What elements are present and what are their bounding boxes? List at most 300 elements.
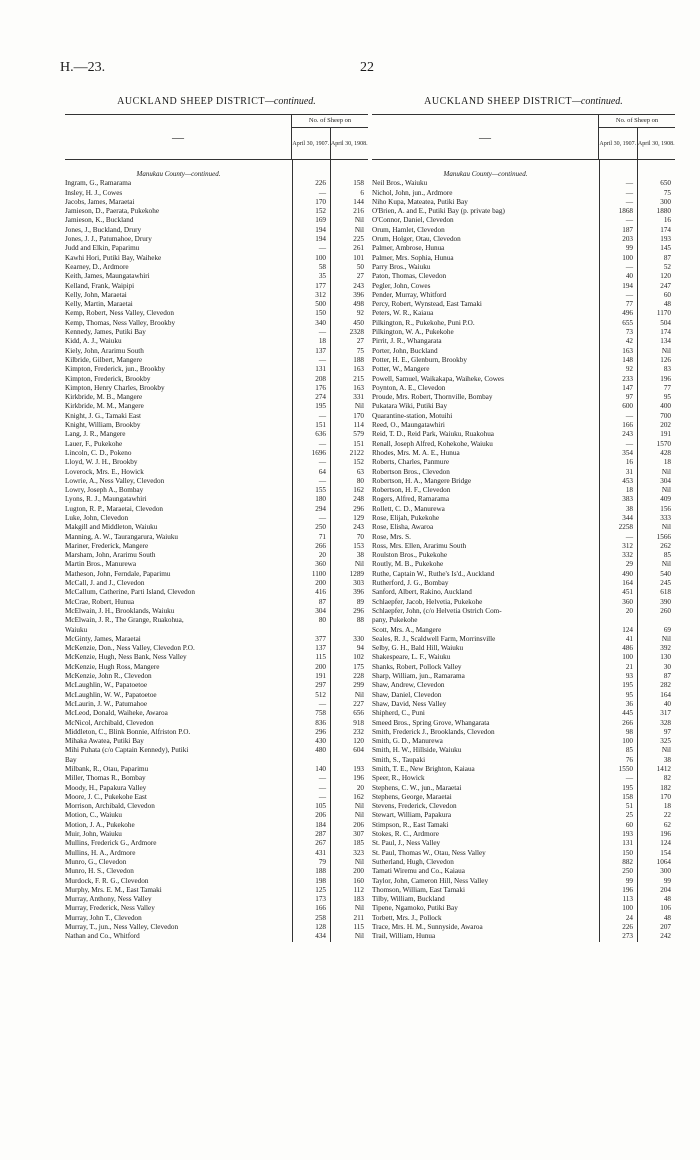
- owner-name: McLaurin, J. W., Patumahoe: [65, 699, 148, 708]
- sheep-1908: 48: [663, 300, 671, 309]
- table-row: [372, 291, 675, 300]
- owner-name: Kiely, John, Ararimu South: [65, 346, 144, 355]
- sheep-1907: 131: [315, 365, 326, 374]
- owner-name: Speer, R., Howick: [372, 774, 425, 783]
- owner-name: Pender, Murray, Whitford: [372, 290, 447, 299]
- sheep-1907: 258: [315, 913, 326, 922]
- sheep-1908: 144: [353, 197, 364, 206]
- owner-name: Kennedy, James, Putiki Bay: [65, 328, 146, 337]
- owner-name: Schlaepfer, John, (c/o Helvetia Ostrich Com-: [372, 606, 502, 615]
- owner-name: Rollett, C. D., Manurewa: [372, 504, 445, 513]
- owner-name: Routly, M. B., Pukekohe: [372, 560, 444, 569]
- owner-name: Rhodes, Mrs. M. A. E., Hunua: [372, 448, 460, 457]
- owner-name: Stephens, C. W., jun., Maraetai: [372, 783, 462, 792]
- sheep-1907: 41: [625, 634, 633, 643]
- sheep-1907: 60: [625, 820, 633, 829]
- sheep-1908: 115: [353, 923, 364, 932]
- sheep-1908: 30: [663, 662, 671, 671]
- sheep-1908: 62: [663, 820, 671, 829]
- owner-name: McCallum, Catherine, Parti Island, Clevedon: [65, 588, 195, 597]
- sheep-1907: 332: [622, 551, 633, 560]
- sheep-1907: 383: [622, 495, 633, 504]
- table-row: [65, 393, 368, 402]
- owner-name: Kimpton, Frederick, Brookby: [65, 374, 151, 383]
- table-row: [372, 440, 675, 449]
- table-row: [372, 756, 675, 765]
- sheep-1907: 166: [622, 421, 633, 430]
- table-row: [65, 932, 368, 941]
- table-row: [372, 309, 675, 318]
- sheep-1907: 600: [622, 402, 633, 411]
- sheep-1908: [637, 616, 675, 625]
- sheep-1908: 247: [660, 281, 671, 290]
- owner-name: Reid, T. D., Reid Park, Waiuku, Ruakohua: [372, 430, 494, 439]
- sheep-1908: 300: [660, 867, 671, 876]
- table-row: [372, 458, 675, 467]
- table-row: [372, 681, 675, 690]
- table-row: [372, 477, 675, 486]
- sheep-1907: —: [318, 774, 326, 783]
- owner-name: McLaughlin, W., Papatoetoe: [65, 681, 148, 690]
- sheep-1907: 312: [622, 541, 633, 550]
- sheep-1908: 102: [353, 653, 364, 662]
- sheep-1908: 2328: [349, 328, 364, 337]
- table-row: [372, 272, 675, 281]
- table-row: [372, 402, 675, 411]
- table-row: [65, 886, 368, 895]
- table-row: [65, 588, 368, 597]
- table-row: [65, 533, 368, 542]
- sheep-1907: 36: [625, 699, 633, 708]
- table-row: [372, 793, 675, 802]
- sheep-1908: 303: [353, 579, 364, 588]
- sheep-1908: Nil: [354, 225, 364, 234]
- owner-name: Stevens, Frederick, Clevedon: [372, 802, 457, 811]
- sheep-1908: 918: [353, 718, 364, 727]
- sheep-1908: 27: [356, 337, 364, 346]
- sheep-1907: 194: [315, 225, 326, 234]
- sheep-1907: —: [625, 197, 633, 206]
- sheep-1907: —: [625, 262, 633, 271]
- owner-name: Percy, Robert, Wynstead, East Tamaki: [372, 300, 482, 309]
- owner-name: Kawhi Hori, Putiki Bay, Waiheke: [65, 253, 162, 262]
- table-row: [65, 226, 368, 235]
- sheep-1908: 225: [353, 235, 364, 244]
- sheep-1908: Nil: [354, 802, 364, 811]
- sheep-1908: 300: [660, 197, 671, 206]
- owner-name: Roulston Bros., Pukekohe: [372, 551, 448, 560]
- owner-name: Ross, Mrs. Ellen, Ararimu South: [372, 541, 467, 550]
- sheep-1908: 232: [353, 727, 364, 736]
- table-row: [65, 616, 368, 625]
- column-title: AUCKLAND SHEEP DISTRICT—continued.: [117, 96, 316, 107]
- owner-name: Knight, J. G., Tamaki East: [65, 411, 142, 420]
- table-row: [372, 867, 675, 876]
- sheep-1907: 20: [318, 551, 326, 560]
- table-row: [65, 235, 368, 244]
- owner-name: Lincoln, C. D., Pokeno: [65, 448, 132, 457]
- owner-name: Nathan and Co., Whitford: [65, 932, 140, 941]
- sheep-1907: —: [318, 244, 326, 253]
- table-row: [65, 254, 368, 263]
- sheep-1908: 92: [356, 309, 364, 318]
- table-row: [65, 923, 368, 932]
- owner-name: Shaw, Andrew, Clevedon: [372, 681, 445, 690]
- sheep-1908: 211: [353, 913, 364, 922]
- table-body: [65, 170, 368, 942]
- owner-name: Stephens, George, Maraetai: [372, 792, 452, 801]
- owner-name: Matheson, John, Ferndale, Paparimu: [65, 569, 171, 578]
- sheep-1908: 299: [353, 681, 364, 690]
- owner-name: Ingram, G., Ramarama: [65, 179, 132, 188]
- sheep-1908: 69: [663, 625, 671, 634]
- sheep-1907: —: [318, 355, 326, 364]
- owner-name: Sanford, Albert, Rakino, Auckland: [372, 588, 472, 597]
- sheep-1907: —: [625, 774, 633, 783]
- sheep-1908: 152: [353, 458, 364, 467]
- table-row: [372, 486, 675, 495]
- owner-name: Murphy, Mrs. E. M., East Tamaki: [65, 885, 162, 894]
- sheep-1908: 112: [353, 885, 364, 894]
- owner-name: Murray, T., jun., Ness Valley, Clevedon: [65, 923, 179, 932]
- page-number: 22: [360, 60, 374, 75]
- table-row: [65, 560, 368, 569]
- sheep-1907: 64: [318, 467, 326, 476]
- table-row: [372, 207, 675, 216]
- sheep-1908: 160: [353, 876, 364, 885]
- owner-name: Ruthe, Captain W., Ruthe's Is'd., Auckland: [372, 569, 495, 578]
- table-row: [372, 347, 675, 356]
- sheep-1907: 155: [315, 486, 326, 495]
- sheep-1908: Nil: [354, 560, 364, 569]
- sheep-1908: 63: [356, 467, 364, 476]
- sheep-1907: —: [318, 783, 326, 792]
- table-row: [372, 226, 675, 235]
- sheep-1907: 206: [315, 811, 326, 820]
- table-row: [372, 616, 675, 625]
- sheep-1908: 163: [353, 383, 364, 392]
- table-row: [65, 468, 368, 477]
- owner-name: Pirrit, J. R., Whangarata: [372, 337, 442, 346]
- sheep-1907: 164: [622, 579, 633, 588]
- sheep-1907: 451: [622, 588, 633, 597]
- sheep-1908: 191: [660, 430, 671, 439]
- owner-name: Kilbride, Gilbert, Mangere: [65, 355, 143, 364]
- table-row: [372, 719, 675, 728]
- sheep-1908: 243: [353, 281, 364, 290]
- sheep-1908: Nil: [661, 746, 671, 755]
- owner-name: Robertson, H. A., Mangere Bridge: [372, 476, 472, 485]
- sheep-1907: 431: [315, 848, 326, 857]
- sheep-1907: [292, 626, 330, 635]
- table-row: [372, 430, 675, 439]
- sheep-1907: —: [625, 439, 633, 448]
- sheep-1907: [292, 756, 330, 765]
- table-row: [65, 328, 368, 337]
- sheep-1907: 184: [315, 820, 326, 829]
- owner-name: Milbank, R., Otau, Paparimu: [65, 765, 149, 773]
- owner-name: Murray, Anthony, Ness Valley: [65, 895, 152, 904]
- owner-name: Orum, Hamlet, Clevedon: [372, 225, 445, 234]
- table-header: [65, 114, 368, 160]
- table-row: [65, 802, 368, 811]
- owner-name: McCall, J. and J., Clevedon: [65, 579, 145, 588]
- sheep-1908: 75: [356, 346, 364, 355]
- owner-name: Martin Bros., Manurewa: [65, 560, 137, 569]
- table-row: [65, 198, 368, 207]
- sheep-1907: —: [625, 179, 633, 188]
- owner-name: Poynton, A. E., Clevedon: [372, 383, 446, 392]
- table-row: [372, 393, 675, 402]
- sheep-1908: 700: [660, 411, 671, 420]
- table-row: [372, 495, 675, 504]
- sheep-1907: 100: [622, 253, 633, 262]
- table-row: [372, 412, 675, 421]
- sheep-1907: 31: [625, 467, 633, 476]
- table-row: [372, 886, 675, 895]
- sheep-1908: 618: [660, 588, 671, 597]
- sheep-1908: 428: [660, 448, 671, 457]
- sheep-1908: 60: [663, 290, 671, 299]
- sheep-1908: 16: [663, 216, 671, 225]
- table-row: [65, 737, 368, 746]
- sheep-1907: 636: [315, 430, 326, 439]
- sheep-1908: 2122: [349, 448, 364, 457]
- sheep-1907: 79: [318, 857, 326, 866]
- sheep-1908: 85: [663, 551, 671, 560]
- sheep-1907: —: [318, 513, 326, 522]
- sheep-1908: 174: [660, 328, 671, 337]
- owner-name: Marsham, John, Ararimu South: [65, 551, 156, 560]
- sheep-1907: 203: [622, 235, 633, 244]
- owner-name: Pilkington, R., Pukekohe, Puni P.O.: [372, 318, 475, 327]
- sheep-1908: Nil: [354, 402, 364, 411]
- sheep-1907: 200: [315, 662, 326, 671]
- sheep-count-header: No. of Sheep on: [292, 115, 368, 128]
- sheep-1908: 193: [353, 765, 364, 773]
- sheep-1908: [330, 626, 368, 635]
- name-column-header: —: [372, 115, 599, 159]
- sheep-1907: 250: [315, 523, 326, 532]
- sheep-1908: 260: [660, 606, 671, 615]
- table-row: [372, 811, 675, 820]
- sheep-1908: 540: [660, 569, 671, 578]
- sheep-1908: 307: [353, 830, 364, 839]
- table-row: [372, 858, 675, 867]
- sheep-1907: —: [625, 188, 633, 197]
- sheep-1908: 151: [353, 439, 364, 448]
- table-row: [372, 384, 675, 393]
- sheep-1908: 158: [353, 179, 364, 188]
- sheep-1907: 16: [625, 458, 633, 467]
- sheep-1908: 124: [660, 839, 671, 848]
- sheep-1908: 331: [353, 393, 364, 402]
- sheep-1908: 188: [353, 355, 364, 364]
- county-heading: Manukau County—continued.: [136, 170, 221, 178]
- owner-name: Kirkbride, M. B., Mangere: [65, 393, 143, 402]
- owner-name: Pegler, John, Cowes: [372, 281, 431, 290]
- table-row: [65, 356, 368, 365]
- sheep-1907: 274: [315, 393, 326, 402]
- owner-name: Kearney, D., Ardmore: [65, 262, 129, 271]
- sheep-1908: Nil: [661, 634, 671, 643]
- sheep-1907: —: [318, 458, 326, 467]
- sheep-1908: 80: [356, 476, 364, 485]
- county-heading: Manukau County—continued.: [443, 170, 528, 178]
- sheep-1907: 486: [622, 644, 633, 653]
- table-row: [65, 263, 368, 272]
- sheep-1907: 312: [315, 290, 326, 299]
- sheep-1908: 48: [663, 913, 671, 922]
- owner-name: Bay: [65, 755, 77, 764]
- sheep-1908: 242: [660, 932, 671, 941]
- table-row: [65, 904, 368, 913]
- owner-name: Shanks, Robert, Pollock Valley: [372, 662, 462, 671]
- owner-name: Moody, H., Papakura Valley: [65, 783, 147, 792]
- table-row: [372, 774, 675, 783]
- table-row: [372, 579, 675, 588]
- owner-name: Motion, J. A., Pukekohe: [65, 820, 135, 829]
- table-row: [372, 337, 675, 346]
- sheep-1907: 512: [315, 690, 326, 699]
- table-row: [65, 551, 368, 560]
- owner-name: O'Brien, A. and E., Putiki Bay (p. private bag): [372, 207, 505, 216]
- table-row: [372, 244, 675, 253]
- sheep-1908: 504: [660, 318, 671, 327]
- sheep-1908: 175: [353, 662, 364, 671]
- table-rows: [65, 179, 368, 941]
- sheep-1907: 340: [315, 318, 326, 327]
- owner-name: Orum, Holger, Otau, Clevedon: [372, 235, 461, 244]
- owner-name: Kimpton, Henry Charles, Brookby: [65, 383, 165, 392]
- table-row: [65, 244, 368, 253]
- owner-name: Manning, A. W., Taurangarura, Waiuku: [65, 532, 179, 541]
- sheep-1907: 152: [315, 207, 326, 216]
- owner-name: Shaw, David, Ness Valley: [372, 699, 447, 708]
- table-row: [372, 877, 675, 886]
- owner-name: Nichol, John, jun., Ardmore: [372, 188, 453, 197]
- table-row: [65, 272, 368, 281]
- owner-name: Kelly, John, Maraetai: [65, 290, 127, 299]
- sheep-1907: 480: [315, 746, 326, 755]
- owner-name: McElwain, J. H., Brooklands, Waiuku: [65, 606, 175, 615]
- sheep-1908: 1412: [656, 765, 671, 773]
- table-header: [372, 114, 675, 160]
- sheep-1907: 71: [318, 532, 326, 541]
- sheep-1907: 131: [622, 839, 633, 848]
- sheep-1908: 97: [663, 727, 671, 736]
- table-row: [65, 598, 368, 607]
- sheep-1907: 453: [622, 476, 633, 485]
- sheep-1908: Nil: [661, 467, 671, 476]
- owner-name: Roberts, Charles, Panmure: [372, 458, 450, 467]
- sheep-1908: 87: [663, 672, 671, 681]
- table-row: [65, 179, 368, 188]
- table-row: [372, 635, 675, 644]
- owner-name: McKenzie, Don., Ness Valley, Clevedon P.O.: [65, 644, 195, 653]
- sheep-1907: 273: [622, 932, 633, 941]
- sheep-1907: 125: [315, 885, 326, 894]
- sheep-1908: 1289: [349, 569, 364, 578]
- sheep-1908: 50: [356, 262, 364, 271]
- sheep-1908: 409: [660, 495, 671, 504]
- year-1907-header: April 30, 1907.: [599, 128, 638, 159]
- sheep-1908: 262: [660, 541, 671, 550]
- sheep-1908: Nil: [354, 904, 364, 913]
- sheep-1907: —: [318, 439, 326, 448]
- sheep-1908: 129: [353, 513, 364, 522]
- table-row: [372, 356, 675, 365]
- table-row: [372, 570, 675, 579]
- owner-name: Middleton, C., Blink Bonnie, Alfriston P.O.: [65, 727, 191, 736]
- owner-name: Potter, W., Mangere: [372, 365, 430, 374]
- sheep-1908: 450: [353, 318, 364, 327]
- table-row: [65, 375, 368, 384]
- owner-name: Kelly, Martin, Maraetai: [65, 300, 133, 309]
- table-row: [65, 691, 368, 700]
- table-row: [65, 347, 368, 356]
- page-reference: H.—23.: [60, 60, 106, 75]
- sheep-1908: Nil: [354, 216, 364, 225]
- owner-name: Luke, John, Clevedon: [65, 513, 129, 522]
- owner-name: McKenzie, Hugh Ross, Mangere: [65, 662, 160, 671]
- sheep-1908: Nil: [354, 857, 364, 866]
- table-row: [65, 849, 368, 858]
- table-row: [65, 440, 368, 449]
- table-row: [65, 291, 368, 300]
- sheep-1908: 216: [353, 207, 364, 216]
- table-row: [372, 560, 675, 569]
- sheep-1907: 35: [318, 272, 326, 281]
- owner-name: Jamieson, K., Buckland: [65, 216, 134, 225]
- owner-name: Munro, H. S., Clevedon: [65, 867, 134, 876]
- sheep-1907: 187: [622, 225, 633, 234]
- table-row: [372, 505, 675, 514]
- owner-name: Smeed Bros., Spring Grove, Whangarata: [372, 718, 490, 727]
- owner-name: Judd and Elkin, Paparimu: [65, 244, 140, 253]
- table-rows: [372, 179, 675, 941]
- owner-name: McLaughlin, W. W., Papatoetoe: [65, 690, 157, 699]
- sheep-1908: 330: [353, 634, 364, 643]
- owner-name: Sutherland, Hugh, Clevedon: [372, 857, 454, 866]
- sheep-1907: 38: [625, 504, 633, 513]
- owner-name: Pukatara Wiki, Putiki Bay: [372, 402, 448, 411]
- sheep-1908: 18: [663, 802, 671, 811]
- sheep-1907: 128: [315, 923, 326, 932]
- owner-name: Shipherd, C., Puni: [372, 709, 425, 718]
- table-row: [65, 505, 368, 514]
- owner-name: Makgill and Middleton, Waiuku: [65, 523, 158, 532]
- table-row: [65, 709, 368, 718]
- sheep-1907: 445: [622, 709, 633, 718]
- owner-name: Rose, Elisha, Awaroa: [372, 523, 434, 532]
- sheep-1908: 328: [660, 718, 671, 727]
- table-row: [372, 179, 675, 188]
- table-row: [65, 412, 368, 421]
- table-row: [65, 430, 368, 439]
- sheep-1907: 77: [625, 300, 633, 309]
- table-row: [65, 309, 368, 318]
- sheep-1907: 430: [315, 737, 326, 746]
- sheep-1908: 87: [663, 253, 671, 262]
- sheep-1907: 20: [625, 606, 633, 615]
- sheep-1907: 250: [622, 867, 633, 876]
- table-row: [65, 644, 368, 653]
- sheep-1907: 188: [315, 867, 326, 876]
- owner-name: Renall, Joseph Alfred, Kohekohe, Waiuku: [372, 439, 493, 448]
- owner-name: Tamati Wiremu and Co., Kaiaua: [372, 867, 465, 876]
- sheep-1908: 396: [353, 290, 364, 299]
